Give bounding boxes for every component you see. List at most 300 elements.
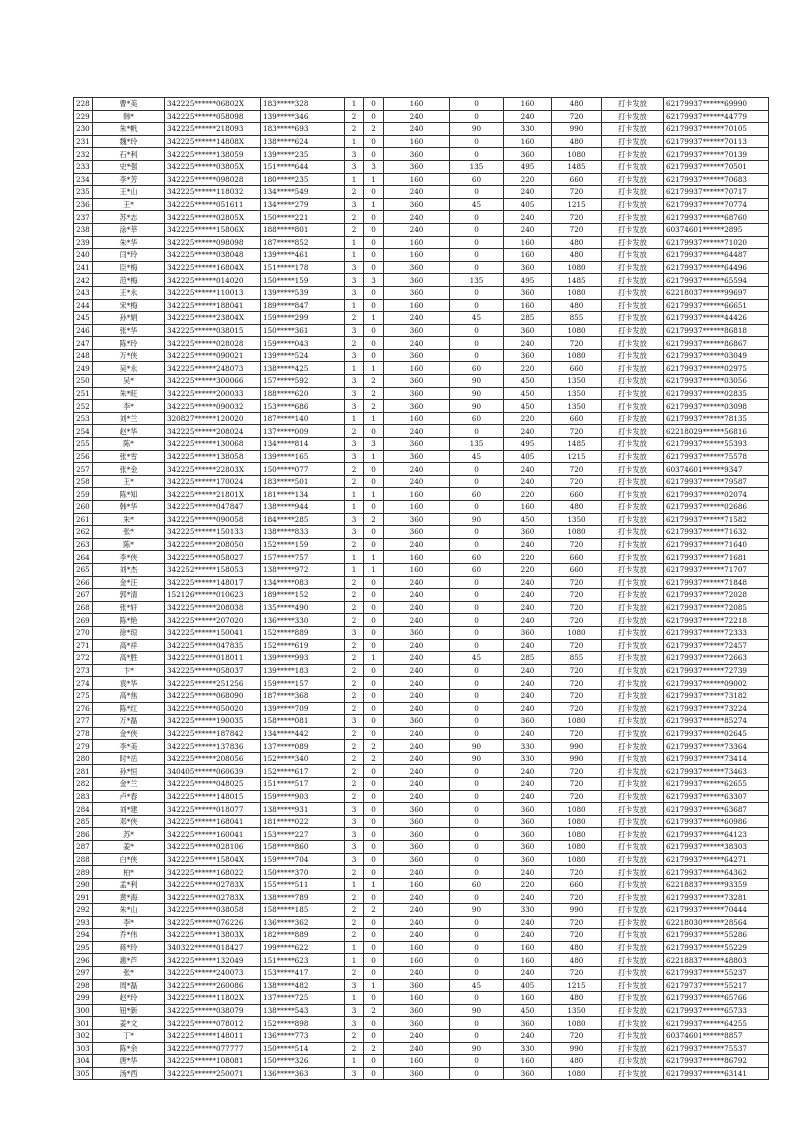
amount-a-cell: 240 [384,778,450,791]
table-row [74,438,769,451]
id-number-cell: 342225******058098 [165,110,261,123]
row-number-cell: 241 [74,261,93,274]
phone-cell: 138*****931 [261,803,345,816]
amount-a-cell: 240 [384,211,450,224]
count-a-cell: 3 [345,841,364,854]
amount-b-cell: 0 [450,639,504,652]
table-row [74,387,769,400]
name-cell: 周*磊 [93,979,165,992]
id-number-cell: 342225******038079 [165,1004,261,1017]
id-number-cell: 342225******14808X [165,135,261,148]
subtotal-cell: 450 [504,400,552,413]
total-cell: 1485 [552,438,602,451]
count-b-cell: 0 [364,186,384,199]
subtotal-cell: 450 [504,513,552,526]
subtotal-cell: 240 [504,211,552,224]
total-cell: 1080 [552,626,602,639]
count-b-cell: 0 [364,803,384,816]
amount-a-cell: 240 [384,463,450,476]
name-cell: 张*金 [93,463,165,476]
method-cell: 打卡发放 [602,186,664,199]
count-b-cell: 0 [364,211,384,224]
id-number-cell: 342225******050020 [165,702,261,715]
subtotal-cell: 240 [504,337,552,350]
row-number-cell: 242 [74,274,93,287]
total-cell: 480 [552,249,602,262]
table-row [74,563,769,576]
table-row [74,463,769,476]
phone-cell: 138*****833 [261,526,345,539]
total-cell: 720 [552,866,602,879]
row-number-cell: 234 [74,173,93,186]
method-cell: 打卡发放 [602,362,664,375]
amount-b-cell: 0 [450,1017,504,1030]
amount-a-cell: 240 [384,740,450,753]
method-cell: 打卡发放 [602,954,664,967]
amount-b-cell: 0 [450,815,504,828]
amount-a-cell: 360 [384,375,450,388]
total-cell: 1350 [552,513,602,526]
method-cell: 打卡发放 [602,236,664,249]
row-number-cell: 238 [74,223,93,236]
method-cell: 打卡发放 [602,286,664,299]
phone-cell: 183*****501 [261,475,345,488]
table-row [74,1004,769,1017]
account-cell: 62179937******70683 [664,173,769,186]
subtotal-cell: 240 [504,223,552,236]
total-cell: 660 [552,551,602,564]
account-cell: 62179937******70113 [664,135,769,148]
id-number-cell: 342225******148017 [165,576,261,589]
count-b-cell: 0 [364,299,384,312]
id-number-cell: 342225******160041 [165,828,261,841]
table-row [74,173,769,186]
id-number-cell: 342225******038058 [165,904,261,917]
method-cell: 打卡发放 [602,425,664,438]
count-b-cell: 0 [364,110,384,123]
amount-b-cell: 0 [450,715,504,728]
amount-b-cell: 0 [450,727,504,740]
id-number-cell: 342225******208038 [165,601,261,614]
subtotal-cell: 240 [504,677,552,690]
name-cell: 丁* [93,1029,165,1042]
method-cell: 打卡发放 [602,551,664,564]
subtotal-cell: 330 [504,1042,552,1055]
phone-cell: 187*****852 [261,236,345,249]
table-row [74,954,769,967]
count-a-cell: 3 [345,979,364,992]
amount-b-cell: 0 [450,992,504,1005]
name-cell: 蒋*玲 [93,941,165,954]
phone-cell: 150*****370 [261,866,345,879]
total-cell: 480 [552,992,602,1005]
id-number-cell: 342225******148011 [165,1029,261,1042]
count-b-cell: 2 [364,123,384,136]
table-row [74,312,769,325]
count-a-cell: 1 [345,992,364,1005]
id-number-cell: 342225******150041 [165,626,261,639]
account-cell: 62179937******86867 [664,337,769,350]
phone-cell: 137*****009 [261,425,345,438]
count-b-cell: 0 [364,501,384,514]
method-cell: 打卡发放 [602,614,664,627]
name-cell: 李*美 [93,740,165,753]
count-b-cell: 0 [364,639,384,652]
id-number-cell: 342225******118032 [165,186,261,199]
amount-a-cell: 160 [384,992,450,1005]
amount-a-cell: 160 [384,362,450,375]
amount-a-cell: 240 [384,664,450,677]
phone-cell: 184*****285 [261,513,345,526]
count-b-cell: 1 [364,488,384,501]
amount-a-cell: 360 [384,979,450,992]
amount-b-cell: 0 [450,223,504,236]
amount-a-cell: 360 [384,853,450,866]
id-number-cell: 342225******108081 [165,1055,261,1068]
id-number-cell: 342225******138058 [165,450,261,463]
count-a-cell: 3 [345,1067,364,1080]
count-a-cell: 2 [345,664,364,677]
method-cell: 打卡发放 [602,563,664,576]
amount-a-cell: 240 [384,765,450,778]
count-a-cell: 3 [345,375,364,388]
phone-cell: 183*****328 [261,98,345,111]
name-cell: 陈*艳 [93,614,165,627]
total-cell: 1080 [552,828,602,841]
account-cell: 62179937******73224 [664,702,769,715]
total-cell: 1080 [552,815,602,828]
count-b-cell: 0 [364,677,384,690]
count-a-cell: 2 [345,916,364,929]
amount-a-cell: 360 [384,324,450,337]
amount-b-cell: 0 [450,538,504,551]
account-cell: 62179937******02074 [664,488,769,501]
account-cell: 62179937******86792 [664,1055,769,1068]
amount-b-cell: 45 [450,652,504,665]
row-number-cell: 299 [74,992,93,1005]
amount-b-cell: 90 [450,387,504,400]
amount-a-cell: 160 [384,299,450,312]
name-cell: 卢*春 [93,790,165,803]
count-a-cell: 3 [345,324,364,337]
total-cell: 720 [552,223,602,236]
subtotal-cell: 160 [504,98,552,111]
row-number-cell: 250 [74,375,93,388]
table-row [74,715,769,728]
id-number-cell: 342225******22803X [165,463,261,476]
id-number-cell: 342225******058037 [165,664,261,677]
phone-cell: 138*****425 [261,362,345,375]
id-number-cell: 342225******187842 [165,727,261,740]
phone-cell: 139*****235 [261,148,345,161]
total-cell: 720 [552,614,602,627]
subtotal-cell: 330 [504,740,552,753]
subtotal-cell: 240 [504,425,552,438]
table-row [74,337,769,350]
account-cell: 62179937******68760 [664,211,769,224]
count-a-cell: 1 [345,173,364,186]
table-row [74,878,769,891]
amount-a-cell: 160 [384,173,450,186]
amount-a-cell: 360 [384,400,450,413]
count-b-cell: 0 [364,576,384,589]
method-cell: 打卡发放 [602,438,664,451]
subtotal-cell: 220 [504,563,552,576]
id-number-cell: 342225******200033 [165,387,261,400]
row-number-cell: 271 [74,639,93,652]
id-number-cell: 342225******168041 [165,815,261,828]
amount-b-cell: 0 [450,891,504,904]
row-number-cell: 277 [74,715,93,728]
amount-a-cell: 360 [384,261,450,274]
total-cell: 720 [552,337,602,350]
name-cell: 汤*西 [93,1067,165,1080]
subtotal-cell: 160 [504,941,552,954]
account-cell: 62179937******02975 [664,362,769,375]
phone-cell: 151*****623 [261,954,345,967]
subtotal-cell: 285 [504,312,552,325]
amount-a-cell: 240 [384,891,450,904]
name-cell: 朱*旺 [93,387,165,400]
amount-a-cell: 360 [384,1004,450,1017]
amount-a-cell: 240 [384,337,450,350]
table-row [74,513,769,526]
subtotal-cell: 495 [504,438,552,451]
name-cell: 邓*侠 [93,815,165,828]
count-b-cell: 0 [364,941,384,954]
phone-cell: 139*****709 [261,702,345,715]
method-cell: 打卡发放 [602,538,664,551]
account-cell: 62179937******02686 [664,501,769,514]
id-number-cell: 342225******068090 [165,689,261,702]
method-cell: 打卡发放 [602,299,664,312]
count-a-cell: 3 [345,450,364,463]
id-number-cell: 342225******098028 [165,173,261,186]
row-number-cell: 230 [74,123,93,136]
row-number-cell: 251 [74,387,93,400]
count-a-cell: 2 [345,752,364,765]
account-cell: 62179937******64487 [664,249,769,262]
count-b-cell: 0 [364,135,384,148]
amount-a-cell: 240 [384,576,450,589]
amount-a-cell: 240 [384,475,450,488]
count-a-cell: 1 [345,98,364,111]
total-cell: 480 [552,501,602,514]
account-cell: 62179737******55217 [664,979,769,992]
total-cell: 720 [552,576,602,589]
method-cell: 打卡发放 [602,1067,664,1080]
row-number-cell: 240 [74,249,93,262]
row-number-cell: 291 [74,891,93,904]
count-b-cell: 2 [364,513,384,526]
row-number-cell: 228 [74,98,93,111]
total-cell: 480 [552,299,602,312]
method-cell: 打卡发放 [602,715,664,728]
subtotal-cell: 450 [504,387,552,400]
count-b-cell: 0 [364,601,384,614]
phone-cell: 150*****361 [261,324,345,337]
method-cell: 打卡发放 [602,589,664,602]
table-row [74,576,769,589]
count-b-cell: 0 [364,286,384,299]
account-cell: 62179937******64496 [664,261,769,274]
id-number-cell: 342225******248073 [165,362,261,375]
account-cell: 60374601******8857 [664,1029,769,1042]
row-number-cell: 267 [74,589,93,602]
phone-cell: 152*****619 [261,639,345,652]
method-cell: 打卡发放 [602,249,664,262]
count-a-cell: 3 [345,803,364,816]
name-cell: 刘*兰 [93,412,165,425]
count-b-cell: 1 [364,551,384,564]
phone-cell: 139*****346 [261,110,345,123]
name-cell: 陈*玲 [93,337,165,350]
method-cell: 打卡发放 [602,790,664,803]
id-number-cell: 342225******076226 [165,916,261,929]
account-cell: 62179937******70105 [664,123,769,136]
row-number-cell: 303 [74,1042,93,1055]
count-b-cell: 3 [364,274,384,287]
subtotal-cell: 330 [504,904,552,917]
name-cell: 张*轩 [93,601,165,614]
count-b-cell: 0 [364,929,384,942]
name-cell: 王*山 [93,186,165,199]
id-number-cell: 342225******188041 [165,299,261,312]
name-cell: 朱*华 [93,236,165,249]
row-number-cell: 229 [74,110,93,123]
amount-a-cell: 240 [384,966,450,979]
name-cell: 袁*华 [93,677,165,690]
phone-cell: 151*****644 [261,160,345,173]
account-cell: 62218037******99697 [664,286,769,299]
row-number-cell: 252 [74,400,93,413]
row-number-cell: 246 [74,324,93,337]
table-row [74,966,769,979]
amount-a-cell: 240 [384,790,450,803]
table-row [74,803,769,816]
row-number-cell: 285 [74,815,93,828]
method-cell: 打卡发放 [602,135,664,148]
count-b-cell: 0 [364,866,384,879]
name-cell: 吴*永 [93,362,165,375]
name-cell: 魏*玲 [93,135,165,148]
method-cell: 打卡发放 [602,261,664,274]
amount-a-cell: 240 [384,929,450,942]
count-b-cell: 0 [364,589,384,602]
count-b-cell: 0 [364,778,384,791]
row-number-cell: 265 [74,563,93,576]
amount-b-cell: 0 [450,526,504,539]
method-cell: 打卡发放 [602,601,664,614]
total-cell: 990 [552,752,602,765]
method-cell: 打卡发放 [602,828,664,841]
account-cell: 62179937******02835 [664,387,769,400]
subtotal-cell: 240 [504,702,552,715]
table-row [74,299,769,312]
count-a-cell: 2 [345,1042,364,1055]
count-a-cell: 2 [345,186,364,199]
subtotal-cell: 160 [504,954,552,967]
subtotal-cell: 240 [504,601,552,614]
method-cell: 打卡发放 [602,752,664,765]
phone-cell: 158*****081 [261,715,345,728]
count-a-cell: 1 [345,551,364,564]
account-cell: 62179937******09002 [664,677,769,690]
account-cell: 62179937******71848 [664,576,769,589]
id-number-cell: 342225******132049 [165,954,261,967]
subtotal-cell: 160 [504,299,552,312]
account-cell: 62179937******64123 [664,828,769,841]
count-b-cell: 2 [364,740,384,753]
method-cell: 打卡发放 [602,904,664,917]
table-row [74,891,769,904]
row-number-cell: 301 [74,1017,93,1030]
count-b-cell: 0 [364,526,384,539]
method-cell: 打卡发放 [602,198,664,211]
table-row [74,425,769,438]
row-number-cell: 268 [74,601,93,614]
table-row [74,538,769,551]
total-cell: 720 [552,778,602,791]
account-cell: 62179937******63141 [664,1067,769,1080]
method-cell: 打卡发放 [602,853,664,866]
table-row [74,828,769,841]
row-number-cell: 282 [74,778,93,791]
account-cell: 62179937******72457 [664,639,769,652]
table-row [74,1067,769,1080]
account-cell: 62179937******55229 [664,941,769,954]
row-number-cell: 248 [74,349,93,362]
method-cell: 打卡发放 [602,463,664,476]
row-number-cell: 283 [74,790,93,803]
id-number-cell: 342225******208056 [165,752,261,765]
id-number-cell: 152126******010623 [165,589,261,602]
account-cell: 62179937******02645 [664,727,769,740]
phone-cell: 151*****178 [261,261,345,274]
count-a-cell: 2 [345,765,364,778]
phone-cell: 134*****442 [261,727,345,740]
account-cell: 62179937******71640 [664,538,769,551]
total-cell: 1485 [552,160,602,173]
id-number-cell: 342225******090058 [165,513,261,526]
row-number-cell: 270 [74,626,93,639]
count-b-cell: 0 [364,891,384,904]
method-cell: 打卡发放 [602,312,664,325]
id-number-cell: 342225******038015 [165,324,261,337]
row-number-cell: 258 [74,475,93,488]
phone-cell: 159*****157 [261,677,345,690]
method-cell: 打卡发放 [602,1029,664,1042]
name-cell: 高*胜 [93,652,165,665]
total-cell: 1215 [552,979,602,992]
method-cell: 打卡发放 [602,375,664,388]
method-cell: 打卡发放 [602,412,664,425]
subtotal-cell: 240 [504,475,552,488]
name-cell: 时*岳 [93,752,165,765]
subtotal-cell: 240 [504,866,552,879]
name-cell: 闫*玲 [93,249,165,262]
count-b-cell: 0 [364,324,384,337]
phone-cell: 153*****686 [261,400,345,413]
table-row [74,1055,769,1068]
id-number-cell: 342225******15806X [165,223,261,236]
table-row [74,274,769,287]
count-b-cell: 0 [364,614,384,627]
row-number-cell: 260 [74,501,93,514]
name-cell: 陈*红 [93,702,165,715]
name-cell: 韩*华 [93,501,165,514]
total-cell: 720 [552,790,602,803]
